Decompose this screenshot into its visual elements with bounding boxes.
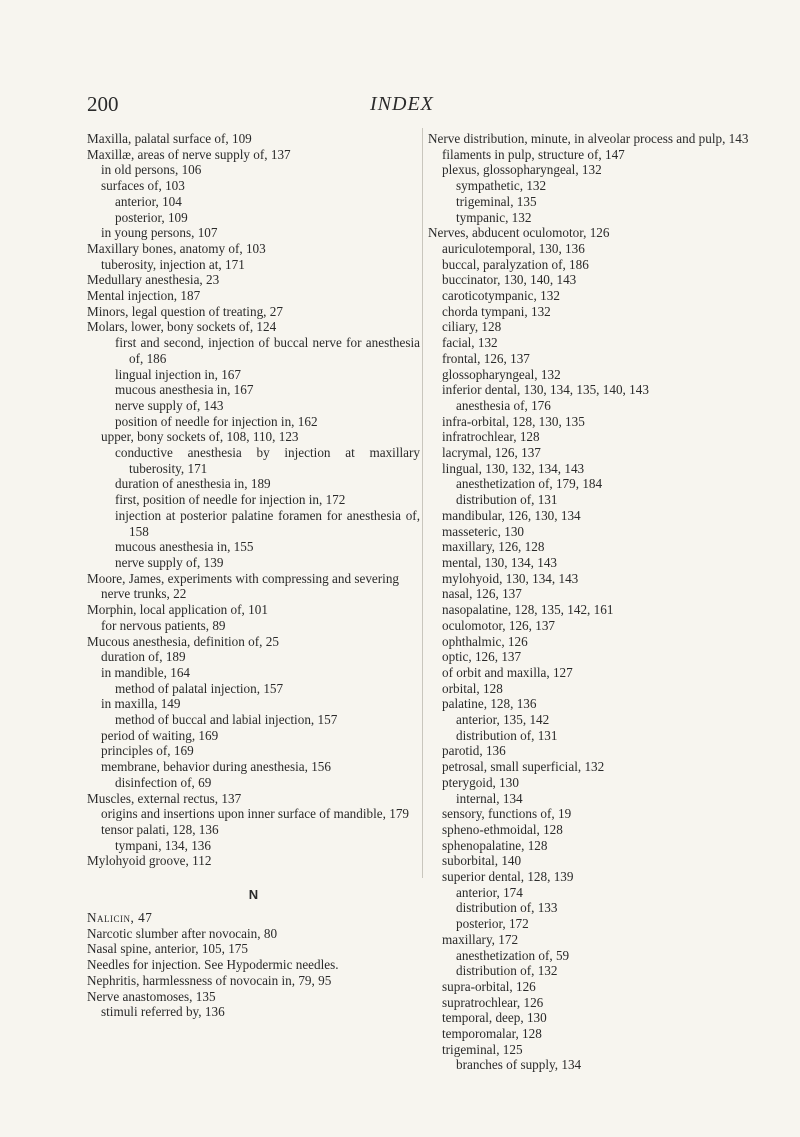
index-entry: anesthetization of, 59 — [456, 947, 570, 963]
index-entry: superior dental, 128, 139 — [442, 869, 574, 885]
index-entry: parotid, 136 — [442, 743, 506, 759]
index-entry: infratrochlear, 128 — [442, 429, 540, 445]
index-entry: pterygoid, 130 — [442, 774, 519, 790]
running-title: INDEX — [370, 93, 434, 115]
index-entry: in old persons, 106 — [101, 162, 202, 178]
index-entry: Nerves, abducent oculomotor, 126 — [428, 225, 610, 241]
index-entry: first and second, injection of buccal nerve for anesthesia of, 186 — [115, 335, 420, 366]
index-list-m — [87, 131, 420, 869]
index-entry: lingual injection in, 167 — [115, 366, 241, 382]
index-entry: orbital, 128 — [442, 680, 503, 696]
index-entry: auriculotemporal, 130, 136 — [442, 240, 585, 256]
index-entry: petrosal, small superficial, 132 — [442, 759, 605, 775]
index-entry: for nervous patients, 89 — [101, 617, 226, 633]
index-entry: tympanic, 132 — [456, 209, 532, 225]
index-entry: in mandible, 164 — [101, 664, 191, 680]
index-entry: distribution of, 131 — [456, 492, 558, 508]
index-entry: masseteric, 130 — [442, 523, 525, 539]
index-list-nerves — [428, 131, 798, 1073]
index-entry: Narcotic slumber after novocain, 80 — [87, 925, 278, 941]
index-entry: anesthesia of, 176 — [456, 397, 551, 413]
index-entry: lingual, 130, 132, 134, 143 — [442, 460, 585, 476]
index-entry: supratrochlear, 126 — [442, 994, 544, 1010]
index-entry: facial, 132 — [442, 335, 498, 351]
index-entry: Maxillæ, areas of nerve supply of, 137 — [87, 146, 291, 162]
index-entry: supra-orbital, 126 — [442, 978, 536, 994]
index-entry: sensory, functions of, 19 — [442, 806, 572, 822]
index-entry: posterior, 172 — [456, 916, 529, 932]
section-letter-n: N — [248, 887, 259, 903]
index-entry: frontal, 126, 137 — [442, 350, 530, 366]
index-entry: Needles for injection. See Hypodermic needles. — [87, 957, 339, 973]
index-entry: duration of, 189 — [101, 649, 186, 665]
index-entry: first, position of needle for injection in, 172 — [115, 492, 346, 508]
index-entry: injection at posterior palatine foramen for anesthesia of, 158 — [115, 507, 420, 539]
index-entry: Maxillary bones, anatomy of, 103 — [87, 240, 266, 256]
index-entry: stimuli referred by, 136 — [101, 1004, 225, 1020]
index-entry: sphenopalatine, 128 — [442, 837, 548, 853]
index-column-left — [87, 131, 420, 1020]
page-number: 200 — [87, 92, 119, 116]
index-entry: origins and insertions upon inner surface of mandible, 179 — [101, 806, 410, 822]
index-entry: oculomotor, 126, 137 — [442, 617, 556, 633]
index-entry: tensor palati, 128, 136 — [101, 821, 219, 837]
index-entry: Nerve distribution, minute, in alveolar process and pulp, 143 — [428, 131, 749, 146]
index-list-n — [87, 910, 420, 1020]
index-entry: principles of, 169 — [101, 743, 194, 759]
index-entry: ciliary, 128 — [442, 319, 502, 335]
index-entry: period of waiting, 169 — [101, 727, 219, 743]
index-entry: ophthalmic, 126 — [442, 633, 528, 649]
index-entry: Nephritis, harmlessness of novocain in, 79, 95 — [87, 972, 332, 988]
index-entry: method of palatal injection, 157 — [115, 680, 284, 696]
index-entry: in young persons, 107 — [101, 225, 218, 241]
index-entry: Muscles, external rectus, 137 — [87, 790, 242, 806]
index-entry: mucous anesthesia in, 167 — [115, 382, 254, 398]
index-entry: mucous anesthesia in, 155 — [115, 539, 254, 555]
index-entry: mylohyoid, 130, 134, 143 — [442, 570, 579, 586]
index-entry: conductive anesthesia by injection at maxillary tuberosity, 171 — [115, 445, 420, 476]
index-entry: temporomalar, 128 — [442, 1026, 542, 1042]
index-entry: tuberosity, injection at, 171 — [101, 256, 245, 272]
index-entry: buccal, paralyzation of, 186 — [442, 256, 589, 272]
index-entry: anterior, 104 — [115, 193, 182, 209]
index-entry: Medullary anesthesia, 23 — [87, 272, 220, 288]
index-entry: upper, bony sockets of, 108, 110, 123 — [101, 429, 299, 445]
page-header — [0, 92, 800, 122]
index-entry: spheno-ethmoidal, 128 — [442, 821, 563, 837]
index-entry: nasopalatine, 128, 135, 142, 161 — [442, 602, 614, 618]
index-entry: plexus, glossopharyngeal, 132 — [442, 162, 602, 178]
index-entry: Moore, James, experiments with compressing and severing nerve trunks, 22 — [87, 570, 400, 602]
index-entry: mandibular, 126, 130, 134 — [442, 507, 581, 523]
index-entry: distribution of, 131 — [456, 727, 558, 743]
index-entry: posterior, 109 — [115, 209, 188, 225]
index-entry: Mylohyoid groove, 112 — [87, 853, 212, 869]
index-entry: Nerve anastomoses, 135 — [87, 988, 216, 1004]
index-entry: branches of supply, 134 — [456, 1057, 582, 1073]
index-entry: temporal, deep, 130 — [442, 1010, 547, 1026]
index-entry: method of buccal and labial injection, 157 — [115, 712, 338, 728]
index-entry: buccinator, 130, 140, 143 — [442, 272, 577, 288]
index-entry: Molars, lower, bony sockets of, 124 — [87, 319, 277, 335]
index-entry: infra-orbital, 128, 130, 135 — [442, 413, 585, 429]
index-entry: Nasal spine, anterior, 105, 175 — [87, 941, 248, 957]
index-entry: anterior, 135, 142 — [456, 712, 550, 728]
index-entry: nerve supply of, 139 — [115, 554, 224, 570]
index-entry: nasal, 126, 137 — [442, 586, 522, 602]
index-entry: internal, 134 — [456, 790, 523, 806]
index-entry: position of needle for injection in, 162 — [115, 413, 318, 429]
index-entry: nerve supply of, 143 — [115, 397, 224, 413]
index-entry: optic, 126, 137 — [442, 649, 522, 665]
index-entry: Morphin, local application of, 101 — [87, 602, 268, 618]
index-entry: Mucous anesthesia, definition of, 25 — [87, 633, 279, 649]
index-entry: in maxilla, 149 — [101, 696, 181, 712]
index-entry: glossopharyngeal, 132 — [442, 366, 561, 382]
index-entry: of orbit and maxilla, 127 — [442, 664, 573, 680]
index-entry: maxillary, 126, 128 — [442, 539, 545, 555]
index-entry: maxillary, 172 — [442, 931, 519, 947]
index-entry: tympani, 134, 136 — [115, 837, 211, 853]
index-entry: palatine, 128, 136 — [442, 696, 537, 712]
index-entry: trigeminal, 125 — [442, 1041, 523, 1057]
index-entry: distribution of, 133 — [456, 900, 558, 916]
index-entry: Mental injection, 187 — [87, 288, 201, 304]
index-entry: anesthetization of, 179, 184 — [456, 476, 603, 492]
index-entry: distribution of, 132 — [456, 963, 558, 979]
index-entry: sympathetic, 132 — [456, 178, 547, 194]
index-entry: membrane, behavior during anesthesia, 156 — [101, 759, 331, 775]
index-entry: disinfection of, 69 — [115, 774, 212, 790]
index-entry: surfaces of, 103 — [101, 178, 185, 194]
index-entry: duration of anesthesia in, 189 — [115, 476, 271, 492]
index-entry: suborbital, 140 — [442, 853, 522, 869]
column-divider — [422, 128, 423, 878]
index-entry: chorda tympani, 132 — [442, 303, 551, 319]
index-column-right — [428, 131, 798, 1073]
index-entry: inferior dental, 130, 134, 135, 140, 143 — [442, 382, 649, 398]
index-entry: anterior, 174 — [456, 884, 523, 900]
index-entry: Nalicin, 47 — [87, 910, 153, 926]
index-entry: filaments in pulp, structure of, 147 — [442, 146, 625, 162]
index-entry: mental, 130, 134, 143 — [442, 554, 558, 570]
index-entry: Minors, legal question of treating, 27 — [87, 303, 283, 319]
index-entry: trigeminal, 135 — [456, 193, 537, 209]
index-entry: Maxilla, palatal surface of, 109 — [87, 131, 252, 146]
index-entry: lacrymal, 126, 137 — [442, 445, 541, 461]
index-entry: caroticotympanic, 132 — [442, 288, 560, 304]
